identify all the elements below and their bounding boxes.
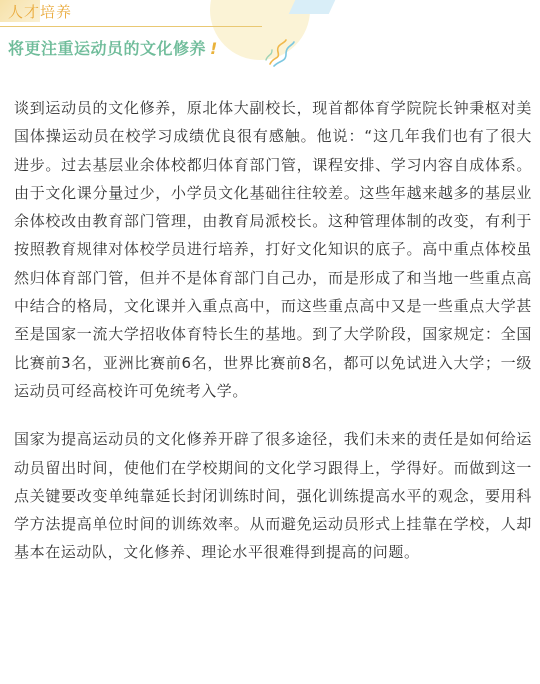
- article-body: [14, 94, 532, 587]
- title-exclamation: !: [210, 39, 218, 58]
- article-title: [8, 38, 218, 60]
- paragraph-1: 谈到运动员的文化修养，原北体大副校长，现首都体育学院院长钟秉枢对美国体操运动员在校学习成绩优良很有感触。他说：“这几年我们也有了很大进步。过去基层业余体校都归体育部门管，课程安排、学习内容自成体系。由于文化课分量过少，小学员文化基础往往较差。这些年越来越多的基层业余体校改由教育部门管理，由教育局派校长。这种管理体制的改变，有利于按照教育规律对体校学员进行培养，打好文化知识的底子。高中重点体校虽然归体育部门管，但并不是体育部门自己办，而是形成了和当地一些重点高中结合的格局，文化课并入重点高中，而这些重点高中又是一些重点大学甚至是国家一流大学招收体育特长生的基地。到了大学阶段，国家规定：全国比赛前3名，亚洲比赛前6名，世界比赛前8名，都可以免试进入大学；一级运动员可经高校许可免统考入学。: [14, 99, 532, 400]
- article-title-text: 将更注重运动员的文化修养: [8, 39, 207, 58]
- squiggle-decoration-icon: [240, 30, 300, 70]
- article-header: [0, 0, 540, 84]
- paragraph-2: 国家为提高运动员的文化修养开辟了很多途径，我们未来的责任是如何给运动员留出时间，使他们在学校期间的文化学习跟得上，学得好。而做到这一点关键要改变单纯靠延长封闭训练时间，强化训练提高水平的观念，要用科学方法提高单位时间的训练效率。从而避免运动员形式上挂靠在学校，人却基本在运动队，文化修养、理论水平很难得到提高的问题。: [14, 430, 532, 562]
- blue-stripe-decoration: [289, 0, 336, 14]
- section-category: 人才培养: [8, 3, 73, 21]
- category-underline: [0, 26, 262, 27]
